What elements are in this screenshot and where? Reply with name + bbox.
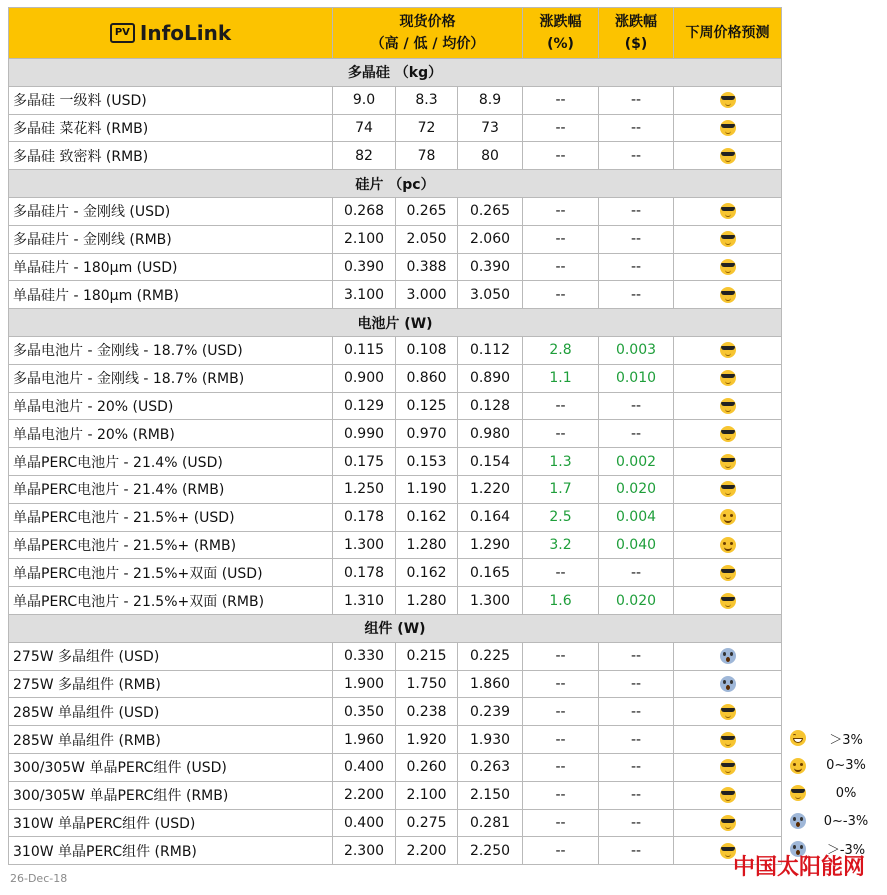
forecast-cell [674,670,782,698]
product-name-cell: 310W 单晶PERC组件 (USD) [9,809,333,837]
avg-price-cell: 0.390 [458,253,523,281]
table-row [9,114,782,142]
table-row [9,726,782,754]
cool-face-icon [720,704,736,720]
high-price-cell: 1.300 [333,531,396,559]
high-price-cell: 0.178 [333,503,396,531]
cool-face-icon [720,815,736,831]
table-row [9,587,782,615]
low-price-cell: 1.750 [396,670,458,698]
forecast-cell [674,281,782,309]
report-date: 26-Dec-18 [10,872,68,885]
cool-face-icon [720,593,736,609]
change-pct-cell: 2.8 [523,336,599,364]
table-row [9,642,782,670]
change-usd-cell: 0.010 [599,364,674,392]
section-title: 硅片 （pc） [9,170,782,198]
product-name-cell: 多晶电池片 - 金刚线 - 18.7% (RMB) [9,364,333,392]
cool-face-icon [720,92,736,108]
legend-item [790,811,885,831]
product-name-cell: 310W 单晶PERC组件 (RMB) [9,837,333,865]
high-price-cell: 0.330 [333,642,396,670]
low-price-cell: 0.238 [396,698,458,726]
low-price-cell: 1.280 [396,587,458,615]
price-table [8,7,782,865]
legend-item [790,728,885,748]
legend-label: ＞-3% [826,843,866,859]
table-row [9,753,782,781]
avg-price-cell: 1.860 [458,670,523,698]
change-pct-cell: -- [523,253,599,281]
table-row [9,809,782,837]
legend-item [790,783,885,803]
high-price-cell: 2.200 [333,781,396,809]
avg-price-cell: 80 [458,142,523,170]
avg-price-cell: 0.128 [458,392,523,420]
high-price-cell: 2.100 [333,225,396,253]
avg-price-cell: 1.930 [458,726,523,754]
cool-face-icon [720,787,736,803]
low-price-cell: 2.100 [396,781,458,809]
change-pct-cell: 2.5 [523,503,599,531]
scream-face-icon [720,676,736,692]
change-usd-header: 涨跌幅 ($) [599,8,674,59]
change-usd-cell: 0.003 [599,336,674,364]
product-name-cell: 多晶硅片 - 金刚线 (USD) [9,197,333,225]
avg-price-cell: 73 [458,114,523,142]
table-row [9,364,782,392]
avg-price-cell: 8.9 [458,86,523,114]
change-pct-cell: -- [523,781,599,809]
change-usd-cell: -- [599,86,674,114]
change-usd-cell: 0.040 [599,531,674,559]
forecast-cell [674,503,782,531]
change-usd-cell: -- [599,670,674,698]
low-price-cell: 0.275 [396,809,458,837]
section-title: 组件 (W) [9,614,782,642]
forecast-cell [674,753,782,781]
forecast-cell [674,336,782,364]
change-pct-cell: -- [523,753,599,781]
cool-face-icon [720,342,736,358]
cool-face-icon [720,120,736,136]
change-pct-cell: -- [523,726,599,754]
low-price-cell: 1.920 [396,726,458,754]
change-usd-cell: -- [599,114,674,142]
avg-price-cell: 0.154 [458,448,523,476]
high-price-cell: 1.900 [333,670,396,698]
avg-price-cell: 1.300 [458,587,523,615]
change-pct-cell: -- [523,642,599,670]
cool-face-icon [720,398,736,414]
change-pct-cell: -- [523,809,599,837]
low-price-cell: 0.260 [396,753,458,781]
cool-face-icon [720,287,736,303]
infolink-logo: InfoLink [139,21,232,45]
section-header-row [9,309,782,337]
table-row [9,448,782,476]
change-pct-header: 涨跌幅 (%) [523,8,599,59]
section-title: 多晶硅 （kg） [9,59,782,87]
forecast-cell [674,142,782,170]
forecast-header: 下周价格预测 [674,8,782,59]
forecast-cell [674,392,782,420]
avg-price-cell: 0.265 [458,197,523,225]
change-pct-cell: -- [523,114,599,142]
table-row [9,670,782,698]
change-usd-cell: -- [599,281,674,309]
change-usd-cell: -- [599,781,674,809]
change-pct-cell: 1.3 [523,448,599,476]
change-pct-cell: -- [523,197,599,225]
avg-price-cell: 3.050 [458,281,523,309]
change-usd-cell: -- [599,253,674,281]
cool-face-icon [720,481,736,497]
cool-face-icon [720,259,736,275]
table-row [9,281,782,309]
change-pct-cell: -- [523,670,599,698]
high-price-cell: 82 [333,142,396,170]
low-price-cell: 78 [396,142,458,170]
low-price-cell: 0.162 [396,503,458,531]
high-price-cell: 0.990 [333,420,396,448]
high-price-cell: 9.0 [333,86,396,114]
header-row [9,8,782,59]
product-name-cell: 多晶电池片 - 金刚线 - 18.7% (USD) [9,336,333,364]
high-price-cell: 0.129 [333,392,396,420]
product-name-cell: 275W 多晶组件 (USD) [9,642,333,670]
avg-price-cell: 2.060 [458,225,523,253]
avg-price-cell: 2.250 [458,837,523,865]
product-name-cell: 多晶硅片 - 金刚线 (RMB) [9,225,333,253]
cool-face-icon [720,231,736,247]
low-price-cell: 0.215 [396,642,458,670]
table-row [9,698,782,726]
logo-cell [9,8,333,59]
change-usd-cell: -- [599,142,674,170]
product-name-cell: 285W 单晶组件 (USD) [9,698,333,726]
cool-face-icon [720,759,736,775]
low-price-cell: 0.970 [396,420,458,448]
avg-price-cell: 0.890 [458,364,523,392]
forecast-cell [674,587,782,615]
table-row [9,392,782,420]
table-row [9,142,782,170]
high-price-cell: 1.960 [333,726,396,754]
cool-face-icon [720,370,736,386]
product-name-cell: 多晶硅 菜花料 (RMB) [9,114,333,142]
change-usd-cell: -- [599,753,674,781]
change-usd-cell: -- [599,837,674,865]
change-pct-cell: 1.7 [523,475,599,503]
change-pct-cell: -- [523,837,599,865]
forecast-cell [674,698,782,726]
forecast-cell [674,781,782,809]
scream-face-icon [720,648,736,664]
forecast-cell [674,531,782,559]
table-row [9,420,782,448]
change-usd-cell: -- [599,809,674,837]
low-price-cell: 0.388 [396,253,458,281]
low-price-cell: 0.265 [396,197,458,225]
change-usd-cell: 0.002 [599,448,674,476]
forecast-cell [674,726,782,754]
pv-logo-icon: PV [110,23,135,43]
product-name-cell: 275W 多晶组件 (RMB) [9,670,333,698]
high-price-cell: 74 [333,114,396,142]
cool-face-icon [720,426,736,442]
low-price-cell: 8.3 [396,86,458,114]
change-pct-cell: -- [523,559,599,587]
low-price-cell: 0.125 [396,392,458,420]
product-name-cell: 单晶PERC电池片 - 21.5%+ (USD) [9,503,333,531]
avg-price-cell: 0.263 [458,753,523,781]
low-price-cell: 0.860 [396,364,458,392]
change-usd-cell: -- [599,642,674,670]
high-price-cell: 0.350 [333,698,396,726]
change-usd-cell: -- [599,420,674,448]
change-usd-cell: 0.020 [599,587,674,615]
change-pct-cell: 1.6 [523,587,599,615]
high-price-cell: 0.115 [333,336,396,364]
table-row [9,86,782,114]
change-pct-cell: -- [523,86,599,114]
cool-face-icon [720,148,736,164]
cool-face-icon [720,565,736,581]
forecast-cell [674,253,782,281]
change-usd-cell: -- [599,225,674,253]
change-pct-cell: -- [523,392,599,420]
change-pct-cell: -- [523,420,599,448]
product-name-cell: 多晶硅 致密料 (RMB) [9,142,333,170]
change-pct-cell: -- [523,698,599,726]
high-price-cell: 1.310 [333,587,396,615]
change-pct-cell: 1.1 [523,364,599,392]
high-price-cell: 3.100 [333,281,396,309]
legend-label: 0~-3% [823,813,869,829]
product-name-cell: 300/305W 单晶PERC组件 (RMB) [9,781,333,809]
product-name-cell: 300/305W 单晶PERC组件 (USD) [9,753,333,781]
low-price-cell: 0.153 [396,448,458,476]
high-price-cell: 0.390 [333,253,396,281]
avg-price-cell: 0.225 [458,642,523,670]
avg-price-cell: 1.220 [458,475,523,503]
change-usd-cell: -- [599,726,674,754]
product-name-cell: 单晶PERC电池片 - 21.5%+双面 (USD) [9,559,333,587]
table-row [9,531,782,559]
forecast-cell [674,420,782,448]
table-row [9,837,782,865]
change-pct-cell: 3.2 [523,531,599,559]
avg-price-cell: 0.112 [458,336,523,364]
forecast-cell [674,197,782,225]
forecast-cell [674,114,782,142]
avg-price-cell: 0.281 [458,809,523,837]
low-price-cell: 1.280 [396,531,458,559]
smile-face-icon [720,537,736,553]
grin-face-icon [790,730,806,746]
scream-face-icon [790,813,806,829]
high-price-cell: 0.178 [333,559,396,587]
change-usd-cell: -- [599,698,674,726]
change-usd-cell: -- [599,559,674,587]
forecast-cell [674,86,782,114]
change-pct-cell: -- [523,281,599,309]
low-price-cell: 2.050 [396,225,458,253]
product-name-cell: 单晶PERC电池片 - 21.5%+ (RMB) [9,531,333,559]
section-title: 电池片 (W) [9,309,782,337]
smile-face-icon [790,758,806,774]
high-price-cell: 1.250 [333,475,396,503]
avg-price-cell: 0.165 [458,559,523,587]
low-price-cell: 0.108 [396,336,458,364]
spot-price-header: 现货价格 （高 / 低 / 均价） [333,8,523,59]
legend-label: 0~3% [826,758,866,774]
forecast-cell [674,225,782,253]
high-price-cell: 0.175 [333,448,396,476]
avg-price-cell: 0.239 [458,698,523,726]
product-name-cell: 单晶PERC电池片 - 21.4% (USD) [9,448,333,476]
change-usd-cell: -- [599,392,674,420]
legend-item [790,756,885,776]
low-price-cell: 3.000 [396,281,458,309]
table-row [9,559,782,587]
change-pct-cell: -- [523,142,599,170]
table-row [9,503,782,531]
product-name-cell: 单晶PERC电池片 - 21.5%+双面 (RMB) [9,587,333,615]
low-price-cell: 1.190 [396,475,458,503]
product-name-cell: 单晶硅片 - 180μm (USD) [9,253,333,281]
avg-price-cell: 0.980 [458,420,523,448]
table-row [9,475,782,503]
change-usd-cell: -- [599,197,674,225]
low-price-cell: 0.162 [396,559,458,587]
high-price-cell: 0.268 [333,197,396,225]
product-name-cell: 多晶硅 一级料 (USD) [9,86,333,114]
cool-face-icon [720,732,736,748]
product-name-cell: 单晶电池片 - 20% (USD) [9,392,333,420]
table-row [9,336,782,364]
smile-face-icon [720,509,736,525]
avg-price-cell: 0.164 [458,503,523,531]
product-name-cell: 285W 单晶组件 (RMB) [9,726,333,754]
section-header-row [9,170,782,198]
cool-face-icon [720,203,736,219]
product-name-cell: 单晶电池片 - 20% (RMB) [9,420,333,448]
high-price-cell: 2.300 [333,837,396,865]
table-row [9,197,782,225]
forecast-cell [674,559,782,587]
legend-label: 0% [835,785,857,801]
watermark: 中国太阳能网 [733,855,866,880]
avg-price-cell: 2.150 [458,781,523,809]
product-name-cell: 单晶硅片 - 180μm (RMB) [9,281,333,309]
section-header-row [9,59,782,87]
table-row [9,781,782,809]
table-row [9,225,782,253]
high-price-cell: 0.400 [333,753,396,781]
change-usd-cell: 0.004 [599,503,674,531]
forecast-cell [674,642,782,670]
high-price-cell: 0.900 [333,364,396,392]
change-pct-cell: -- [523,225,599,253]
low-price-cell: 72 [396,114,458,142]
high-price-cell: 0.400 [333,809,396,837]
forecast-cell [674,364,782,392]
low-price-cell: 2.200 [396,837,458,865]
cool-face-icon [720,454,736,470]
avg-price-cell: 1.290 [458,531,523,559]
product-name-cell: 单晶PERC电池片 - 21.4% (RMB) [9,475,333,503]
change-usd-cell: 0.020 [599,475,674,503]
legend-label: ＞3% [829,732,863,748]
forecast-cell [674,475,782,503]
table-row [9,253,782,281]
forecast-cell [674,448,782,476]
section-header-row [9,614,782,642]
forecast-cell [674,809,782,837]
cool-face-icon [790,785,806,801]
